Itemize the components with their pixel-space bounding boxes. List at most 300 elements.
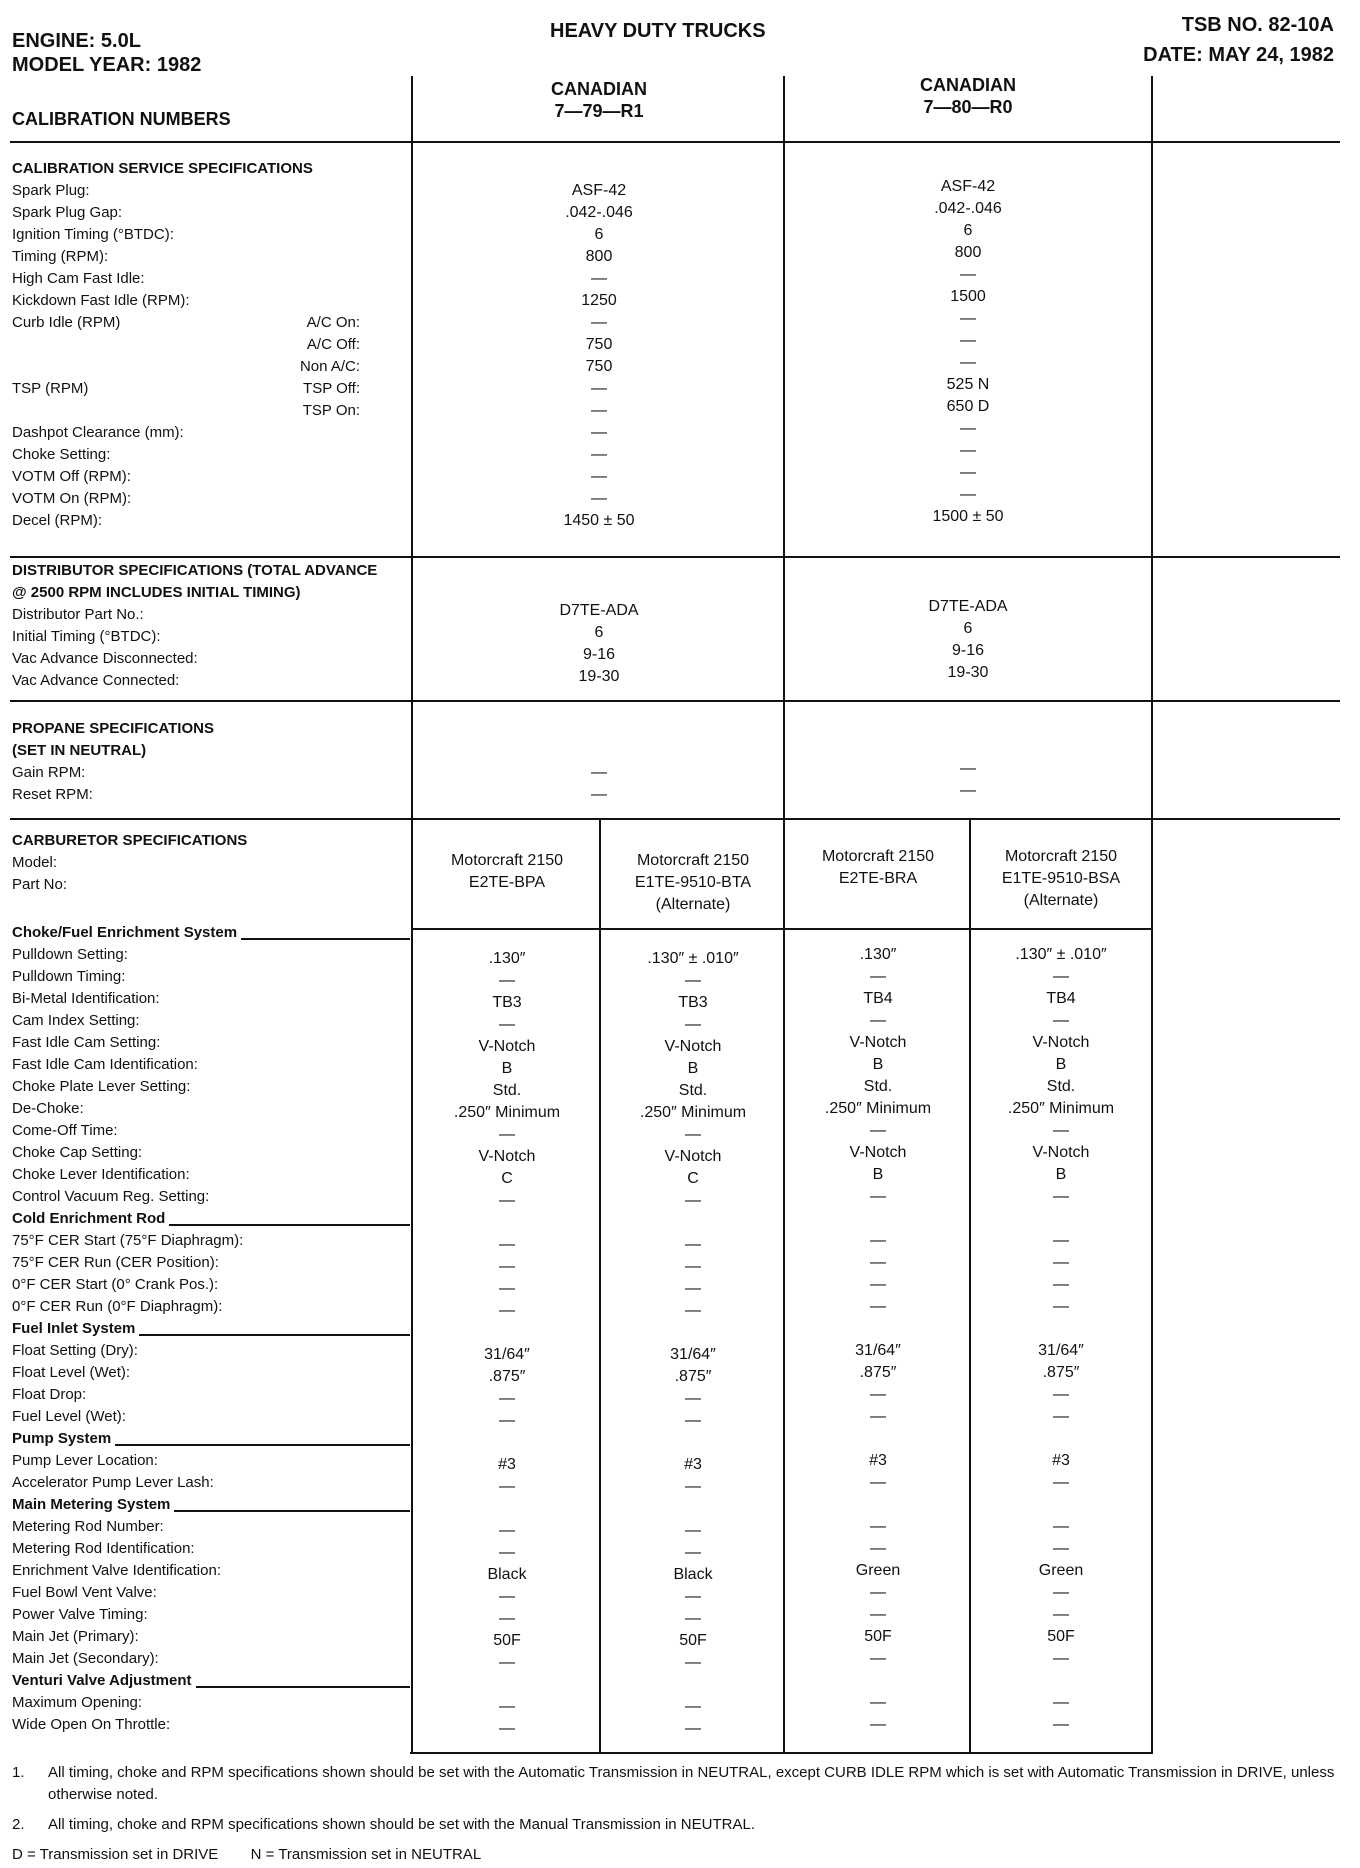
carburetor-label: 0°F CER Run (0°F Diaphragm): xyxy=(12,1298,223,1315)
carb-value: .250″ Minimum xyxy=(453,1104,561,1121)
carburetor-label: Enrichment Valve Identification: xyxy=(12,1562,221,1579)
service-values-cal1 xyxy=(414,180,784,532)
model-year-label: MODEL YEAR: 1982 xyxy=(12,54,202,76)
carb-value: — xyxy=(870,1012,886,1029)
carb-value: V-Notch xyxy=(1032,1034,1090,1051)
carb-value: .250″ Minimum xyxy=(639,1104,747,1121)
carb-value xyxy=(601,926,785,948)
carb-value: — xyxy=(685,1478,701,1495)
carb-value: — xyxy=(499,1258,515,1275)
carb-value: .250″ Minimum xyxy=(824,1100,932,1117)
carburetor-label: Fuel Level (Wet): xyxy=(12,1408,126,1425)
service-value: — xyxy=(591,468,607,485)
carburetor-row xyxy=(12,1648,417,1670)
carb-value: — xyxy=(1053,1606,1069,1623)
carburetor-subsection-heading xyxy=(12,1428,417,1450)
carb-value: — xyxy=(685,1544,701,1561)
carb-value: Black xyxy=(673,1566,713,1583)
carburetor-model-row xyxy=(12,852,412,874)
service-row xyxy=(12,356,412,378)
carb-value: TB3 xyxy=(678,994,708,1011)
carb-value: V-Notch xyxy=(849,1144,907,1161)
service-row xyxy=(12,422,412,444)
distributor-divider xyxy=(10,700,1340,702)
service-label: Spark Plug Gap: xyxy=(12,204,123,221)
carb-model: Motorcraft 2150 xyxy=(1004,848,1118,865)
carb-value: — xyxy=(1053,1408,1069,1425)
carb-values-col4 xyxy=(971,922,1151,1736)
carburetor-title: CARBURETOR SPECIFICATIONS xyxy=(12,832,248,849)
carb-value: — xyxy=(870,1474,886,1491)
service-row xyxy=(12,488,412,510)
carb-value: Std. xyxy=(678,1082,708,1099)
carb-value: — xyxy=(499,1544,515,1561)
carburetor-label: Choke Cap Setting: xyxy=(12,1144,143,1161)
carb-value: — xyxy=(685,1610,701,1627)
distributor-row xyxy=(12,626,412,648)
distributor-label: Vac Advance Disconnected: xyxy=(12,650,198,667)
subsection-leader-rule xyxy=(139,1334,410,1336)
carb-model: Motorcraft 2150 xyxy=(821,848,935,865)
distributor-row xyxy=(12,670,412,692)
carb-value: — xyxy=(1053,1694,1069,1711)
carb-value xyxy=(414,1322,600,1344)
service-value: 1250 xyxy=(581,292,617,309)
carb-value: — xyxy=(870,1408,886,1425)
carb-value: — xyxy=(1053,1276,1069,1293)
carb-value: C xyxy=(687,1170,699,1187)
distributor-values-cal2 xyxy=(786,596,1150,684)
carburetor-label: Float Drop: xyxy=(12,1386,87,1403)
carb-value: 31/64″ xyxy=(855,1342,901,1359)
carb-value: 50F xyxy=(864,1628,892,1645)
carb-header-col4 xyxy=(971,846,1151,912)
carb-value: — xyxy=(870,968,886,985)
subsection-leader-rule xyxy=(169,1224,410,1226)
service-label: Choke Setting: xyxy=(12,446,111,463)
carburetor-row xyxy=(12,1164,417,1186)
carb-value: — xyxy=(1053,1540,1069,1557)
carb-value: Black xyxy=(487,1566,527,1583)
carb-note: (Alternate) xyxy=(655,896,731,913)
carb-value xyxy=(414,1432,600,1454)
carburetor-label: Choke Plate Lever Setting: xyxy=(12,1078,191,1095)
carburetor-label: Bi-Metal Identification: xyxy=(12,990,160,1007)
carb-value: .875″ xyxy=(674,1368,712,1385)
service-label: Ignition Timing (°BTDC): xyxy=(12,226,174,243)
engine-label: ENGINE: 5.0L xyxy=(12,30,141,52)
carburetor-label: 0°F CER Start (0° Crank Pos.): xyxy=(12,1276,219,1293)
footnote-2 xyxy=(12,1814,1342,1836)
carburetor-subsection-heading xyxy=(12,922,417,944)
carb-value xyxy=(414,1498,600,1520)
carburetor-row xyxy=(12,1384,417,1406)
service-label: TSP (RPM) xyxy=(12,380,89,397)
subsection-title: Choke/Fuel Enrichment System xyxy=(12,924,238,941)
carb-value xyxy=(601,1432,785,1454)
carb-value: — xyxy=(870,1584,886,1601)
carb-values-col1 xyxy=(414,926,600,1740)
carb-value: Green xyxy=(1038,1562,1084,1579)
service-value: — xyxy=(960,486,976,503)
service-label: Curb Idle (RPM) xyxy=(12,314,121,331)
carb-value: — xyxy=(499,1522,515,1539)
carb-value: — xyxy=(685,1016,701,1033)
subsection-leader-rule xyxy=(174,1510,410,1512)
carb-value: — xyxy=(1053,1584,1069,1601)
carb-value xyxy=(601,1498,785,1520)
bulletin-date: DATE: MAY 24, 1982 xyxy=(1143,44,1334,66)
carburetor-row xyxy=(12,1120,417,1142)
carburetor-subsection-heading xyxy=(12,1494,417,1516)
carburetor-row xyxy=(12,1010,417,1032)
carb-value: .875″ xyxy=(488,1368,526,1385)
carb-value: — xyxy=(1053,1254,1069,1271)
service-row xyxy=(12,180,412,202)
carb-value: — xyxy=(685,1720,701,1737)
carb-part: E1TE-9510-BTA xyxy=(634,874,752,891)
service-row xyxy=(12,510,412,532)
distributor-row xyxy=(12,604,412,626)
carburetor-row xyxy=(12,1098,417,1120)
service-value: — xyxy=(960,442,976,459)
carburetor-label: Control Vacuum Reg. Setting: xyxy=(12,1188,210,1205)
distributor-title-line2: @ 2500 RPM INCLUDES INITIAL TIMING) xyxy=(12,584,301,601)
service-label: Decel (RPM): xyxy=(12,512,103,529)
service-value: — xyxy=(960,266,976,283)
footnote-1 xyxy=(12,1762,1342,1806)
service-value: — xyxy=(960,420,976,437)
service-labels xyxy=(12,158,412,532)
service-value: — xyxy=(591,314,607,331)
distributor-values-cal1 xyxy=(414,600,784,688)
distributor-title-line1: DISTRIBUTOR SPECIFICATIONS (TOTAL ADVANCE xyxy=(12,562,378,579)
service-value: 800 xyxy=(954,244,982,261)
carb-value: — xyxy=(685,1654,701,1671)
calibration-2-line1: CANADIAN xyxy=(920,75,1016,95)
propane-divider xyxy=(10,818,1340,820)
carb-value: — xyxy=(685,1302,701,1319)
distributor-value: 9-16 xyxy=(582,646,616,663)
carb-value: 50F xyxy=(679,1632,707,1649)
propane-value: — xyxy=(591,764,607,781)
carb-value xyxy=(414,926,600,948)
carb-value: — xyxy=(685,1258,701,1275)
service-section-title: CALIBRATION SERVICE SPECIFICATIONS xyxy=(12,160,313,177)
carb-value xyxy=(971,1428,1151,1450)
carburetor-label: Accelerator Pump Lever Lash: xyxy=(12,1474,214,1491)
carb-value: V-Notch xyxy=(664,1038,722,1055)
carb-value: .875″ xyxy=(859,1364,897,1381)
carb-value: — xyxy=(870,1122,886,1139)
calibration-2-line2: 7—80—R0 xyxy=(923,97,1013,117)
carb-value: — xyxy=(499,1412,515,1429)
table-bottom-rule xyxy=(410,1752,1152,1754)
service-label: Spark Plug: xyxy=(12,182,90,199)
carb-value: — xyxy=(499,1390,515,1407)
carburetor-label: De-Choke: xyxy=(12,1100,84,1117)
carb-value: 50F xyxy=(493,1632,521,1649)
service-value: — xyxy=(591,402,607,419)
carb-value: — xyxy=(499,1698,515,1715)
footnote-2-number: 2. xyxy=(12,1816,25,1833)
propane-row xyxy=(12,784,412,806)
carb-header-col3 xyxy=(786,846,970,912)
carburetor-subsection-heading xyxy=(12,1208,417,1230)
carburetor-subsection-heading xyxy=(12,1318,417,1340)
carburetor-label: Main Jet (Primary): xyxy=(12,1628,139,1645)
carburetor-model-label: Model: xyxy=(12,854,58,871)
carb-value: 31/64″ xyxy=(1038,1342,1084,1359)
carb-value: B xyxy=(501,1060,513,1077)
service-value: 750 xyxy=(585,336,613,353)
service-value: .042-.046 xyxy=(565,204,633,221)
carb-value: B xyxy=(872,1056,884,1073)
carb-value: — xyxy=(1053,1122,1069,1139)
carb-value: — xyxy=(685,1126,701,1143)
carburetor-label: Pump Lever Location: xyxy=(12,1452,158,1469)
carb-note xyxy=(414,894,600,916)
carb-value: — xyxy=(499,1588,515,1605)
carburetor-row xyxy=(12,1538,417,1560)
subsection-title: Main Metering System xyxy=(12,1496,171,1513)
service-label: Kickdown Fast Idle (RPM): xyxy=(12,292,190,309)
column-divider-3 xyxy=(1151,76,1153,1754)
carb-value: B xyxy=(872,1166,884,1183)
carburetor-row xyxy=(12,1714,417,1736)
carb-value: — xyxy=(1053,1650,1069,1667)
subsection-title: Cold Enrichment Rod xyxy=(12,1210,166,1227)
carburetor-label: Come-Off Time: xyxy=(12,1122,118,1139)
propane-label: Reset RPM: xyxy=(12,786,93,803)
service-value: 6 xyxy=(594,226,604,243)
carburetor-row xyxy=(12,1406,417,1428)
distributor-value: D7TE-ADA xyxy=(559,602,639,619)
service-value: 1450 ± 50 xyxy=(563,512,635,529)
carb-value: — xyxy=(499,1192,515,1209)
service-row xyxy=(12,224,412,246)
carb-value: — xyxy=(685,1390,701,1407)
service-value: — xyxy=(591,490,607,507)
carburetor-label: Choke Lever Identification: xyxy=(12,1166,190,1183)
carb-value: — xyxy=(499,1280,515,1297)
propane-values-cal2 xyxy=(786,758,1150,802)
carb-value xyxy=(786,1670,970,1692)
carburetor-label: Fast Idle Cam Setting: xyxy=(12,1034,161,1051)
carb-value: — xyxy=(870,1716,886,1733)
carb-value: — xyxy=(685,1522,701,1539)
service-sublabel: TSP On: xyxy=(302,402,360,419)
carb-value: — xyxy=(1053,1188,1069,1205)
service-value: .042-.046 xyxy=(934,200,1002,217)
service-values-cal2 xyxy=(786,176,1150,528)
carb-value: — xyxy=(685,1588,701,1605)
distributor-label: Initial Timing (°BTDC): xyxy=(12,628,161,645)
propane-labels xyxy=(12,718,412,806)
service-label: Dashpot Clearance (mm): xyxy=(12,424,184,441)
carburetor-row-labels xyxy=(12,922,417,1736)
carburetor-row xyxy=(12,1296,417,1318)
carb-value: C xyxy=(501,1170,513,1187)
carb-value: — xyxy=(499,1610,515,1627)
service-value: — xyxy=(960,354,976,371)
carb-value xyxy=(601,1212,785,1234)
carb-value: 50F xyxy=(1047,1628,1075,1645)
service-value: 1500 ± 50 xyxy=(932,508,1004,525)
service-row xyxy=(12,378,412,400)
propane-value: — xyxy=(591,786,607,803)
carburetor-subsection-heading xyxy=(12,1670,417,1692)
carburetor-label: 75°F CER Run (CER Position): xyxy=(12,1254,219,1271)
carb-value: — xyxy=(1053,1518,1069,1535)
carb-value xyxy=(601,1322,785,1344)
carb-header-col1 xyxy=(414,850,600,916)
carb-value: #3 xyxy=(684,1456,702,1473)
legend-drive: D = Transmission set in DRIVE xyxy=(12,1846,219,1863)
carburetor-label: Power Valve Timing: xyxy=(12,1606,148,1623)
carb-value: — xyxy=(870,1606,886,1623)
carb-value: .130″ xyxy=(488,950,526,967)
service-value: — xyxy=(960,310,976,327)
carb-value: — xyxy=(685,1192,701,1209)
carb-value xyxy=(971,1494,1151,1516)
footnote-1-text: All timing, choke and RPM specifications shown should be set with the Automatic Transmission in NEUTRAL, except CURB IDLE RPM which is set with Automatic Transmission in DRIVE, unless otherwise noted. xyxy=(48,1764,1335,1803)
carb-value: Green xyxy=(855,1562,901,1579)
subsection-leader-rule xyxy=(115,1444,410,1446)
subsection-title: Pump System xyxy=(12,1430,112,1447)
carb-value xyxy=(971,1208,1151,1230)
distributor-value: 6 xyxy=(963,620,973,637)
propane-value: — xyxy=(960,760,976,777)
carburetor-label: Pulldown Timing: xyxy=(12,968,126,985)
carburetor-row xyxy=(12,1604,417,1626)
service-value: — xyxy=(960,464,976,481)
carb-value: — xyxy=(499,1016,515,1033)
calibration-1-line2: 7—79—R1 xyxy=(554,101,644,121)
service-row xyxy=(12,444,412,466)
carb-value: — xyxy=(685,1698,701,1715)
subsection-title: Venturi Valve Adjustment xyxy=(12,1672,192,1689)
carb-value: #3 xyxy=(1052,1452,1070,1469)
carburetor-row xyxy=(12,1692,417,1714)
carb-value: — xyxy=(870,1694,886,1711)
carburetor-row xyxy=(12,1626,417,1648)
carb-values-col3 xyxy=(786,922,970,1736)
propane-label: Gain RPM: xyxy=(12,764,86,781)
service-value: — xyxy=(591,446,607,463)
carb-value: — xyxy=(499,1654,515,1671)
carb-value: TB3 xyxy=(492,994,522,1011)
carb-values-col2 xyxy=(601,926,785,1740)
distributor-value: D7TE-ADA xyxy=(928,598,1008,615)
carb-value: TB4 xyxy=(1046,990,1076,1007)
carburetor-row xyxy=(12,1582,417,1604)
service-row xyxy=(12,312,412,334)
carb-value: B xyxy=(1055,1166,1067,1183)
carb-value: — xyxy=(1053,1474,1069,1491)
carb-value: — xyxy=(499,1236,515,1253)
carb-value: V-Notch xyxy=(664,1148,722,1165)
carb-value: TB4 xyxy=(863,990,893,1007)
footnote-2-text: All timing, choke and RPM specifications shown should be set with the Manual Transmission in NEUTRAL. xyxy=(48,1816,755,1833)
calibration-numbers-label: CALIBRATION NUMBERS xyxy=(12,109,231,129)
service-divider xyxy=(10,556,1340,558)
service-row xyxy=(12,268,412,290)
service-sublabel: A/C On: xyxy=(306,314,360,331)
carb-value xyxy=(971,1318,1151,1340)
carb-value xyxy=(971,922,1151,944)
carburetor-part-label: Part No: xyxy=(12,876,68,893)
carb-value: — xyxy=(685,1280,701,1297)
carb-value: — xyxy=(499,972,515,989)
service-sublabel: Non A/C: xyxy=(299,358,360,375)
header-divider xyxy=(10,141,1340,143)
carb-value xyxy=(786,1318,970,1340)
service-sublabel: TSP Off: xyxy=(303,380,360,397)
service-value: ASF-42 xyxy=(940,178,996,195)
carb-value: 31/64″ xyxy=(670,1346,716,1363)
service-value: 525 N xyxy=(946,376,990,393)
carb-value: — xyxy=(870,1386,886,1403)
carburetor-label: Fuel Bowl Vent Valve: xyxy=(12,1584,157,1601)
carb-value: .130″ ± .010″ xyxy=(1015,946,1107,963)
carburetor-row xyxy=(12,1142,417,1164)
propane-row xyxy=(12,762,412,784)
carburetor-row xyxy=(12,966,417,988)
carb-value: B xyxy=(687,1060,699,1077)
service-value: 750 xyxy=(585,358,613,375)
service-value: 6 xyxy=(963,222,973,239)
carb-value: V-Notch xyxy=(478,1038,536,1055)
carburetor-header-labels xyxy=(12,830,412,896)
service-row xyxy=(12,246,412,268)
carb-value xyxy=(971,1670,1151,1692)
carburetor-row xyxy=(12,988,417,1010)
carb-value xyxy=(786,1428,970,1450)
subsection-leader-rule xyxy=(196,1686,410,1688)
service-sublabel: A/C Off: xyxy=(306,336,360,353)
service-value: 800 xyxy=(585,248,613,265)
calibration-1-line1: CANADIAN xyxy=(551,79,647,99)
carb-note: (Alternate) xyxy=(1023,892,1099,909)
carb-value: — xyxy=(870,1540,886,1557)
carb-value: 31/64″ xyxy=(484,1346,530,1363)
carb-value: — xyxy=(870,1650,886,1667)
carburetor-row xyxy=(12,1076,417,1098)
carb-value: B xyxy=(1055,1056,1067,1073)
carburetor-label: Metering Rod Number: xyxy=(12,1518,164,1535)
distributor-labels xyxy=(12,560,412,692)
carb-value: Std. xyxy=(863,1078,893,1095)
carburetor-label: Wide Open On Throttle: xyxy=(12,1716,171,1733)
carburetor-label: Float Level (Wet): xyxy=(12,1364,131,1381)
footnotes xyxy=(12,1762,1342,1866)
carburetor-label: 75°F CER Start (75°F Diaphragm): xyxy=(12,1232,244,1249)
service-row xyxy=(12,400,412,422)
carburetor-label: Metering Rod Identification: xyxy=(12,1540,195,1557)
carb-value: V-Notch xyxy=(849,1034,907,1051)
carb-part: E1TE-9510-BSA xyxy=(1001,870,1121,887)
carb-value: — xyxy=(499,1302,515,1319)
carb-part: E2TE-BRA xyxy=(838,870,918,887)
carb-value: — xyxy=(685,1236,701,1253)
carb-value xyxy=(786,922,970,944)
carburetor-label: Maximum Opening: xyxy=(12,1694,143,1711)
carburetor-row xyxy=(12,1186,417,1208)
service-row xyxy=(12,334,412,356)
carb-value: .250″ Minimum xyxy=(1007,1100,1115,1117)
carb-value xyxy=(786,1208,970,1230)
